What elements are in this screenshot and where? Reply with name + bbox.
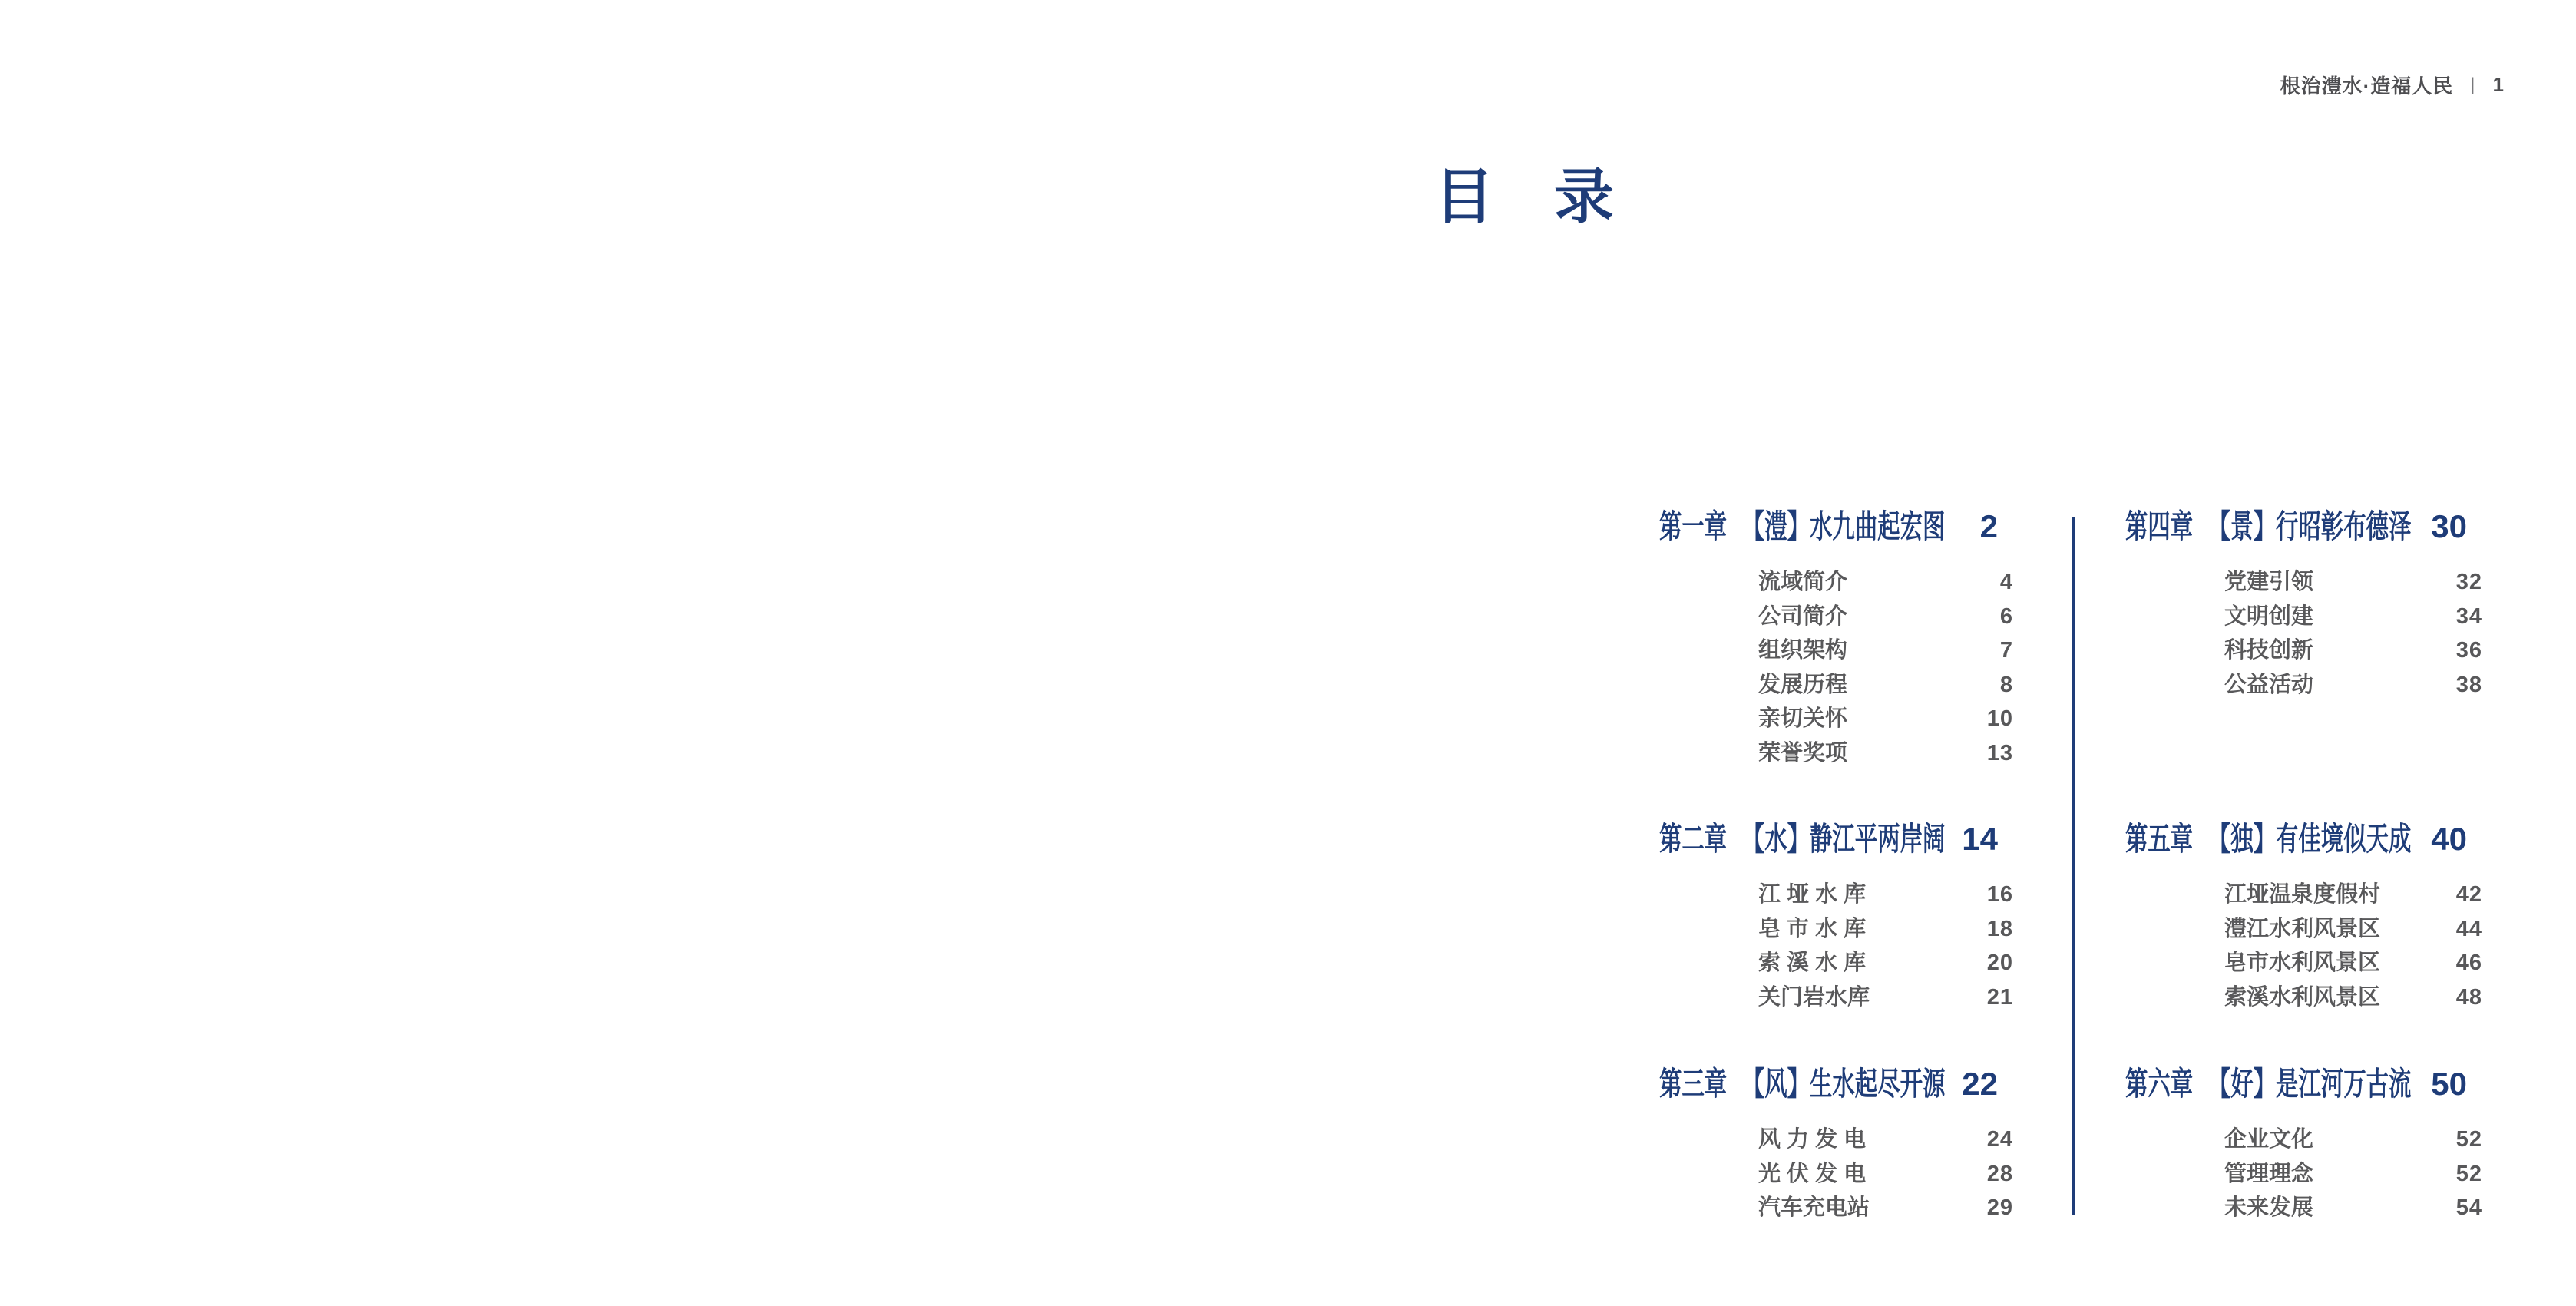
toc-item-label: 党建引领 <box>2224 570 2314 594</box>
toc-item <box>2224 565 2482 600</box>
chapter-title: 【风】生水起尽开源 <box>1741 1066 1946 1102</box>
chapter-page-number: 40 <box>2431 821 2467 857</box>
toc-item-page-number: 46 <box>2455 951 2482 975</box>
chapter-number: 第一章 <box>1659 508 1728 544</box>
toc-item-page-number: 32 <box>2455 570 2482 594</box>
toc-item-label: 管理理念 <box>2224 1161 2314 1186</box>
toc-item <box>1758 946 2013 980</box>
chapter-item-list <box>1659 1122 2013 1225</box>
chapter-group <box>2125 822 2482 1014</box>
toc-item-label: 发展历程 <box>1758 672 1848 697</box>
chapter-group <box>2125 1067 2482 1225</box>
chapter-number: 第四章 <box>2125 508 2194 544</box>
chapter-page-number: 50 <box>2431 1066 2467 1102</box>
toc-item <box>1758 736 2013 771</box>
toc-item-page-number: 48 <box>2455 984 2482 1010</box>
toc-item <box>1758 633 2013 668</box>
toc-item <box>2224 633 2482 668</box>
chapter-page-number: 2 <box>1979 508 1998 544</box>
chapter-number: 第五章 <box>2125 821 2194 857</box>
toc-item <box>1758 1157 2013 1192</box>
toc-item <box>1758 600 2013 634</box>
toc-item <box>1758 1122 2013 1157</box>
chapter-page-number: 30 <box>2431 508 2467 544</box>
toc-right-column <box>2125 0 2482 1306</box>
toc-item-page-number: 10 <box>1986 706 2013 731</box>
toc-item-page-number: 28 <box>1986 1161 2013 1186</box>
toc-item <box>1758 912 2013 947</box>
chapter-title: 【水】静江平两岸阔 <box>1741 821 1946 857</box>
toc-item-label: 流域简介 <box>1758 570 1848 594</box>
toc-item-label: 亲切关怀 <box>1758 706 1848 731</box>
toc-item <box>2224 668 2482 703</box>
chapter-item-list <box>2125 565 2482 702</box>
toc-item-label: 索溪水利风景区 <box>2224 984 2381 1010</box>
toc-item-label: 汽车充电站 <box>1758 1195 1870 1220</box>
header-page-number: 1 <box>2492 73 2505 96</box>
chapter-group <box>1659 1067 2013 1225</box>
toc-item-page-number: 29 <box>1986 1195 2013 1220</box>
toc-item-label: 皂市水利风景区 <box>2224 951 2381 975</box>
toc-item <box>1758 878 2013 912</box>
chapter-title: 【澧】水九曲起宏图 <box>1741 508 1946 544</box>
chapter-number: 第二章 <box>1659 821 1728 857</box>
toc-item-page-number: 54 <box>2455 1195 2482 1220</box>
toc-item-page-number: 21 <box>1986 984 2013 1010</box>
chapter-heading <box>1659 510 2013 544</box>
toc-item <box>1758 565 2013 600</box>
toc-item <box>1758 668 2013 703</box>
toc-item-label: 科技创新 <box>2224 638 2314 663</box>
toc-item-label: 未来发展 <box>2224 1195 2314 1220</box>
toc-item-label: 江 垭 水 库 <box>1758 882 1867 907</box>
page-title: 目 录 <box>1434 163 1615 230</box>
chapter-group <box>1659 822 2013 1014</box>
toc-item-label: 澧江水利风景区 <box>2224 916 2381 941</box>
toc-item-label: 皂 市 水 库 <box>1758 916 1867 941</box>
toc-item <box>2224 600 2482 634</box>
chapter-title: 【景】行昭彰布德泽 <box>2207 508 2412 544</box>
chapter-page-number: 14 <box>1962 821 1998 857</box>
toc-item <box>1758 702 2013 736</box>
chapter-number: 第六章 <box>2125 1066 2194 1102</box>
chapter-heading <box>2125 822 2482 856</box>
chapter-item-list <box>2125 1122 2482 1225</box>
toc-left-column <box>1659 0 2013 1306</box>
header-slogan: 根治澧水·造福人民 <box>2280 74 2454 98</box>
toc-item-page-number: 38 <box>2455 672 2482 697</box>
toc-item <box>2224 912 2482 947</box>
toc-item-label: 索 溪 水 库 <box>1758 951 1867 975</box>
chapter-title: 【好】是江河万古流 <box>2207 1066 2412 1102</box>
chapter-group <box>2125 510 2482 702</box>
toc-item-page-number: 7 <box>1999 638 2013 663</box>
toc-item-page-number: 8 <box>1999 672 2013 697</box>
toc-item <box>2224 1191 2482 1225</box>
toc-item-page-number: 13 <box>1986 740 2013 765</box>
toc-item-page-number: 36 <box>2455 638 2482 663</box>
toc-item-label: 风 力 发 电 <box>1758 1127 1867 1152</box>
toc-item-page-number: 52 <box>2455 1127 2482 1152</box>
chapter-page-number: 22 <box>1962 1066 1998 1102</box>
toc-item-page-number: 42 <box>2455 882 2482 907</box>
toc-item <box>1758 1191 2013 1225</box>
toc-item-label: 组织架构 <box>1758 638 1848 663</box>
chapter-group <box>1659 510 2013 770</box>
toc-item <box>2224 980 2482 1015</box>
toc-item <box>2224 1157 2482 1192</box>
chapter-number: 第三章 <box>1659 1066 1728 1102</box>
toc-item-page-number: 4 <box>1999 570 2013 594</box>
toc-item-label: 荣誉奖项 <box>1758 740 1848 765</box>
toc-item <box>2224 878 2482 912</box>
toc-item-page-number: 24 <box>1986 1127 2013 1152</box>
chapter-heading <box>1659 1067 2013 1101</box>
toc-item-page-number: 18 <box>1986 916 2013 941</box>
toc-item-label: 企业文化 <box>2224 1127 2314 1152</box>
toc-item-page-number: 20 <box>1986 951 2013 975</box>
header-separator: | <box>2470 74 2476 95</box>
toc-item-label: 光 伏 发 电 <box>1758 1161 1867 1186</box>
toc-item-label: 文明创建 <box>2224 603 2314 629</box>
toc-item-page-number: 16 <box>1986 882 2013 907</box>
chapter-item-list <box>1659 565 2013 770</box>
toc-item-label: 公益活动 <box>2224 672 2314 697</box>
toc-item-page-number: 6 <box>1999 603 2013 629</box>
toc-item <box>2224 946 2482 980</box>
column-divider <box>2072 517 2075 1215</box>
chapter-item-list <box>2125 878 2482 1014</box>
toc-item-page-number: 34 <box>2455 603 2482 629</box>
chapter-heading <box>2125 1067 2482 1101</box>
chapter-item-list <box>1659 878 2013 1014</box>
chapter-title: 【独】有佳境似天成 <box>2207 821 2412 857</box>
toc-item-label: 关门岩水库 <box>1758 984 1870 1010</box>
chapter-heading <box>2125 510 2482 544</box>
toc-item-page-number: 52 <box>2455 1161 2482 1186</box>
chapter-heading <box>1659 822 2013 856</box>
toc-item-page-number: 44 <box>2455 916 2482 941</box>
toc-item <box>2224 1122 2482 1157</box>
toc-item-label: 公司简介 <box>1758 603 1848 629</box>
toc-item-label: 江垭温泉度假村 <box>2224 882 2381 907</box>
toc-item <box>1758 980 2013 1015</box>
